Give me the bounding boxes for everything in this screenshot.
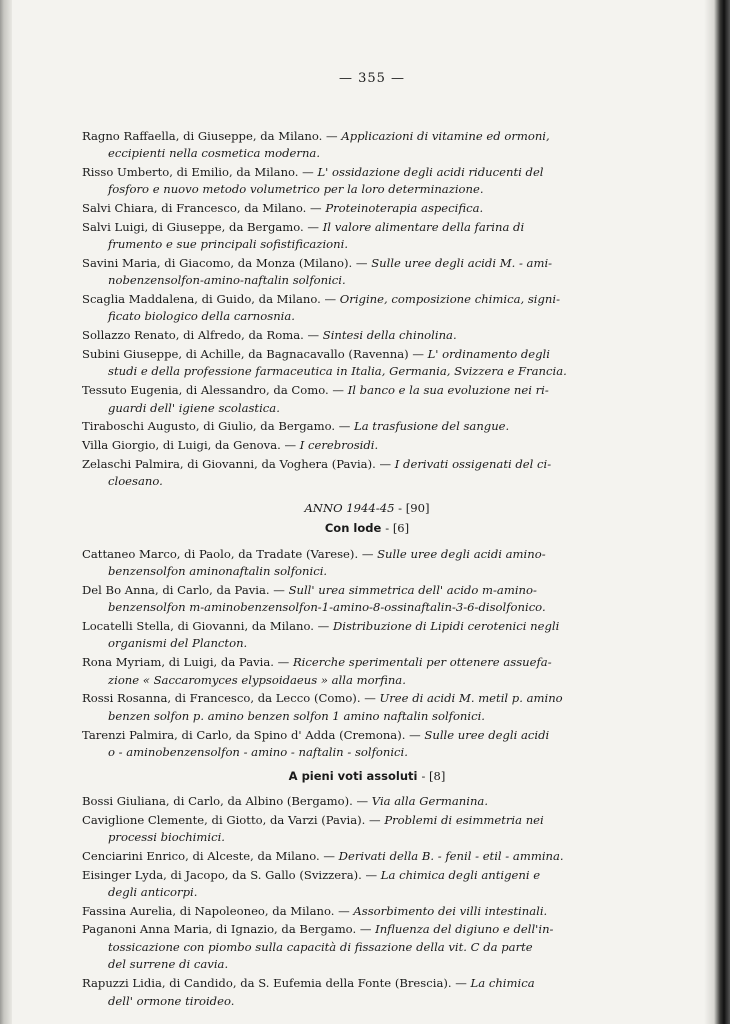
entry-list-lode bbox=[82, 546, 612, 762]
list-item bbox=[82, 219, 612, 254]
entry-continuation: processi biochimici. bbox=[108, 830, 225, 845]
entry-title: Il valore alimentare della farina di bbox=[322, 219, 525, 234]
entry-first-line bbox=[82, 975, 612, 993]
list-item bbox=[82, 128, 612, 163]
list-item bbox=[82, 903, 612, 921]
entry-continuation: eccipienti nella cosmetica moderna. bbox=[108, 146, 321, 160]
entry-title: La chimica bbox=[470, 976, 535, 991]
entry-first-line bbox=[82, 654, 612, 672]
entry-first-line bbox=[82, 812, 612, 830]
entry-title: Derivati della B. - fenil - etil - ammina. bbox=[338, 848, 564, 863]
entry-title: Problemi di esimmetria nei bbox=[384, 812, 544, 827]
entry-continuation: del surrene di cavia. bbox=[108, 957, 229, 972]
list-item bbox=[82, 200, 612, 218]
entry-continuation: studi e della professione farmaceutica in Italia, Germania, Svizzera e Francia. bbox=[108, 364, 567, 379]
entry-title: L' ossidazione degli acidi riducenti del bbox=[317, 164, 544, 179]
entry-first-line bbox=[82, 382, 612, 400]
entry-author: Tessuto Eugenia, di Alessandro, da Como. — bbox=[82, 383, 348, 397]
scan-left-edge bbox=[0, 0, 12, 1024]
entry-author: Eisinger Lyda, di Jacopo, da S. Gallo (Svizzera). — bbox=[82, 867, 381, 882]
entry-title: Sulle uree degli acidi M. - ami- bbox=[371, 255, 553, 270]
list-item bbox=[82, 793, 612, 811]
entry-title: Assorbimento dei villi intestinali. bbox=[353, 903, 548, 918]
entry-title: Distribuzione di Lipidi cerotenici negli bbox=[332, 618, 560, 633]
section-heading-lode bbox=[82, 520, 612, 538]
entry-title: Influenza del digiuno e dell'in- bbox=[375, 922, 554, 937]
entry-continuation: nobenzensolfon-amino-naftalin solfonici. bbox=[108, 273, 346, 288]
entry-first-line bbox=[82, 546, 612, 564]
entry-title: Il banco e la sua evoluzione nei ri- bbox=[347, 383, 549, 397]
entry-first-line bbox=[82, 291, 612, 309]
entry-list-pieni bbox=[82, 793, 612, 1010]
entry-first-line bbox=[82, 727, 612, 745]
year-heading bbox=[82, 500, 612, 518]
list-item bbox=[82, 848, 612, 866]
entry-author: Rona Myriam, di Luigi, da Pavia. — bbox=[82, 655, 293, 670]
entry-title: Ricerche sperimentali per ottenere assuefa- bbox=[292, 655, 552, 670]
entry-first-line bbox=[82, 219, 612, 237]
entry-author: Salvi Luigi, di Giuseppe, da Bergamo. — bbox=[82, 219, 323, 234]
entry-continuation: zione « Saccaromyces elypsoidaeus » alla morfina. bbox=[108, 672, 406, 687]
entry-author: Tarenzi Palmira, di Carlo, da Spino d' Adda (Cremona). — bbox=[82, 727, 425, 742]
entry-author: Cenciarini Enrico, di Alceste, da Milano. — bbox=[82, 848, 339, 863]
entry-continuation: guardi dell' igiene scolastica. bbox=[108, 400, 280, 415]
entry-author: Zelaschi Palmira, di Giovanni, da Voghera (Pavia). — bbox=[82, 456, 395, 471]
entry-author: Del Bo Anna, di Carlo, da Pavia. — bbox=[82, 582, 289, 597]
entry-author: Ragno Raffaella, di Giuseppe, da Milano. — bbox=[82, 128, 342, 143]
entry-title: Sulle uree degli acidi bbox=[424, 727, 550, 742]
entry-continuation: degli anticorpi. bbox=[108, 885, 198, 900]
list-item bbox=[82, 546, 612, 581]
entry-continuation: o - aminobenzensolfon - amino - naftalin - solfonici. bbox=[108, 745, 408, 759]
entry-first-line bbox=[82, 200, 612, 218]
entry-author: Savini Maria, di Giacomo, da Monza (Milano). — bbox=[82, 255, 372, 270]
entry-continuation: dell' ormone tiroideo. bbox=[108, 993, 235, 1008]
list-item bbox=[82, 327, 612, 345]
entry-first-line bbox=[82, 793, 612, 811]
entry-author: Villa Giorgio, di Luigi, da Genova. — bbox=[82, 437, 300, 452]
entry-continuation: benzensolfon aminonaftalin solfonici. bbox=[108, 564, 328, 579]
entry-title: Uree di acidi M. metil p. amino bbox=[379, 691, 563, 706]
entry-first-line bbox=[82, 690, 612, 708]
list-item bbox=[82, 975, 612, 1010]
list-item bbox=[82, 255, 612, 290]
section-heading-pieni bbox=[82, 768, 612, 786]
entry-author: Subini Giuseppe, di Achille, da Bagnacavallo (Ravenna) — bbox=[82, 346, 428, 361]
entry-author: Risso Umberto, di Emilio, da Milano. — bbox=[82, 164, 318, 179]
entry-first-line bbox=[82, 327, 612, 345]
entry-title: Applicazioni di vitamine ed ormoni, bbox=[341, 128, 550, 143]
list-item bbox=[82, 618, 612, 653]
entry-continuation: tossicazione con piombo sulla capacità di fissazione della vit. C da parte bbox=[108, 939, 533, 954]
entry-author: Rossi Rosanna, di Francesco, da Lecco (Como). — bbox=[82, 691, 380, 706]
year-heading-label: ANNO 1944-45 bbox=[304, 500, 395, 515]
entry-first-line bbox=[82, 582, 612, 600]
entry-first-line bbox=[82, 618, 612, 636]
entry-first-line bbox=[82, 921, 612, 939]
entry-list-top bbox=[82, 128, 612, 491]
entry-title: La chimica degli antigeni e bbox=[380, 867, 541, 882]
list-item bbox=[82, 456, 612, 491]
entry-author: Scaglia Maddalena, di Guido, da Milano. — bbox=[82, 291, 340, 306]
entry-first-line bbox=[82, 418, 612, 436]
entry-author: Cattaneo Marco, di Paolo, da Tradate (Varese). — bbox=[82, 546, 378, 561]
list-item bbox=[82, 582, 612, 617]
entry-first-line bbox=[82, 903, 612, 921]
entry-author: Sollazzo Renato, di Alfredo, da Roma. — bbox=[82, 328, 323, 343]
section-lode-count: - [6] bbox=[385, 521, 410, 536]
entry-first-line bbox=[82, 346, 612, 364]
entry-title: La trasfusione del sangue. bbox=[354, 419, 510, 434]
list-item bbox=[82, 437, 612, 455]
entry-author: Fassina Aurelia, di Napoleoneo, da Milano. — bbox=[82, 903, 354, 918]
list-item bbox=[82, 812, 612, 847]
entry-author: Tiraboschi Augusto, di Giulio, da Bergamo. — bbox=[82, 419, 355, 434]
entry-continuation: cloesano. bbox=[108, 474, 163, 489]
list-item bbox=[82, 867, 612, 902]
document-page bbox=[82, 70, 612, 1011]
list-item bbox=[82, 654, 612, 689]
list-item bbox=[82, 727, 612, 762]
entry-title: Origine, composizione chimica, signi- bbox=[339, 291, 561, 306]
entry-author: Locatelli Stella, di Giovanni, da Milano. — bbox=[82, 618, 333, 633]
section-lode-label: Con lode bbox=[324, 521, 382, 536]
year-heading-count: - [90] bbox=[398, 500, 430, 515]
entry-title: L' ordinamento degli bbox=[427, 346, 550, 361]
entry-author: Salvi Chiara, di Francesco, da Milano. — bbox=[82, 200, 326, 215]
entry-title: Proteinoterapia aspecifica. bbox=[325, 200, 484, 215]
page-number: — 355 — bbox=[338, 71, 406, 86]
list-item bbox=[82, 346, 612, 381]
entry-continuation: benzen solfon p. amino benzen solfon 1 amino naftalin solfonici. bbox=[108, 708, 485, 723]
entry-first-line bbox=[82, 867, 612, 885]
entry-continuation: ficato biologico della carnosnia. bbox=[108, 309, 295, 324]
list-item bbox=[82, 382, 612, 417]
entry-continuation: fosforo e nuovo metodo volumetrico per la loro determinazione. bbox=[108, 182, 484, 197]
list-item bbox=[82, 921, 612, 974]
entry-title: Via alla Germanina. bbox=[371, 794, 489, 808]
entry-continuation: benzensolfon m-aminobenzensolfon-1-amino-8-ossinaftalin-3-6-disolfonico. bbox=[108, 600, 546, 615]
entry-title: I derivati ossigenati del ci- bbox=[394, 456, 552, 471]
entry-first-line bbox=[82, 848, 612, 866]
entry-title: I cerebrosidi. bbox=[299, 437, 379, 452]
entry-title: Sintesi della chinolina. bbox=[322, 328, 457, 343]
list-item bbox=[82, 291, 612, 326]
entry-title: Sull' urea simmetrica dell' acido m-amino- bbox=[288, 582, 537, 597]
entry-title: Sulle uree degli acidi amino- bbox=[377, 546, 546, 561]
entry-author: Rapuzzi Lidia, di Candido, da S. Eufemia della Fonte (Brescia). — bbox=[82, 976, 471, 991]
entry-continuation: organismi del Plancton. bbox=[108, 636, 248, 651]
list-item bbox=[82, 418, 612, 436]
entry-author: Caviglione Clemente, di Giotto, da Varzi (Pavia). — bbox=[82, 812, 385, 827]
entry-first-line bbox=[82, 437, 612, 455]
entry-first-line bbox=[82, 456, 612, 474]
list-item bbox=[82, 690, 612, 725]
list-item bbox=[82, 164, 612, 199]
entry-author: Bossi Giuliana, di Carlo, da Albino (Bergamo). — bbox=[82, 794, 372, 808]
entry-first-line bbox=[82, 255, 612, 273]
entry-continuation: frumento e sue principali sofistificazioni. bbox=[108, 237, 349, 252]
section-pieni-count: - [8] bbox=[421, 768, 446, 783]
scan-right-edge bbox=[704, 0, 730, 1024]
section-pieni-label: A pieni voti assoluti bbox=[288, 768, 418, 783]
entry-first-line bbox=[82, 164, 612, 182]
entry-author: Paganoni Anna Maria, di Ignazio, da Bergamo. — bbox=[82, 922, 376, 937]
entry-first-line bbox=[82, 128, 612, 146]
